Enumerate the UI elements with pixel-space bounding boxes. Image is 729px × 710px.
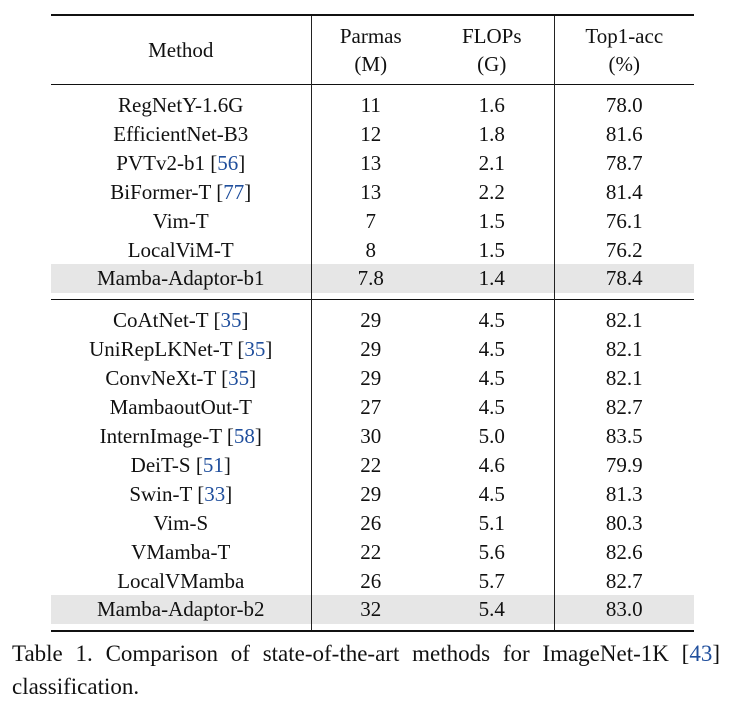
cell-params: 7.8 <box>311 264 430 293</box>
cell-acc: 81.6 <box>605 121 643 146</box>
table-row <box>51 567 694 596</box>
table-row <box>51 264 694 293</box>
citation-number: 35 <box>220 308 242 333</box>
cell-acc: 76.2 <box>605 237 643 262</box>
citation-number: 35 <box>244 337 266 362</box>
cell-acc: 76.1 <box>605 208 643 233</box>
method-name: BiFormer-T <box>110 179 211 204</box>
cell-acc: 82.1 <box>605 308 643 333</box>
method-name: CoAtNet-T <box>112 308 209 333</box>
cell-params: 30 <box>360 423 382 448</box>
cell-acc: 81.3 <box>605 481 643 506</box>
cell-params: 13 <box>360 179 382 204</box>
table-caption <box>12 637 720 703</box>
table-row <box>51 393 694 422</box>
table-body <box>51 85 694 632</box>
cell-method <box>51 480 311 509</box>
cell-flops: 2.1 <box>430 149 554 178</box>
table-row <box>51 422 694 451</box>
cell-acc: 82.6 <box>605 539 643 564</box>
header-flops <box>430 15 554 85</box>
method-name: Vim-S <box>153 510 209 535</box>
cell-acc: 82.1 <box>605 366 643 391</box>
method-name: RegNetY-1.6G <box>118 93 244 117</box>
table-row <box>51 480 694 509</box>
cell-acc: 79.9 <box>605 452 643 477</box>
cell-params: 29 <box>360 308 382 333</box>
header-params-unit: (M) <box>354 52 388 76</box>
method-name: MambaoutOut-T <box>109 395 252 420</box>
cell-acc: 83.0 <box>554 595 694 624</box>
header-params <box>311 15 430 85</box>
cell-method <box>51 509 311 538</box>
cell-method <box>51 236 311 265</box>
table-row <box>51 364 694 393</box>
cell-params: 29 <box>360 337 382 362</box>
cell-method <box>51 207 311 236</box>
cell-method <box>51 422 311 451</box>
method-name: LocalVMamba <box>117 568 245 593</box>
citation-link[interactable]: [35] <box>232 337 273 362</box>
cell-flops: 1.8 <box>430 120 554 149</box>
table-row <box>51 236 694 265</box>
cell-flops: 5.7 <box>430 567 554 596</box>
cell-method <box>51 120 311 149</box>
header-params-label: Parmas <box>339 24 402 48</box>
citation-number: 58 <box>233 423 255 448</box>
cell-flops: 5.6 <box>430 538 554 567</box>
cell-params: 32 <box>311 595 430 624</box>
cell-params: 22 <box>360 539 382 564</box>
cell-method <box>51 567 311 596</box>
table-row <box>51 538 694 567</box>
citation-number: 35 <box>228 366 250 391</box>
citation-number: 51 <box>202 452 224 477</box>
method-name: EfficientNet-B3 <box>113 121 249 146</box>
method-name: InternImage-T <box>99 423 222 448</box>
cell-acc: 78.4 <box>554 264 694 293</box>
method-name: DeiT-S <box>130 452 191 477</box>
cell-flops: 1.5 <box>430 207 554 236</box>
table-row <box>51 91 694 120</box>
method-name: Mamba-Adaptor-b2 <box>96 597 265 622</box>
cell-params: 29 <box>360 481 382 506</box>
citation-link[interactable]: [58] <box>221 423 262 448</box>
cell-method <box>51 178 311 207</box>
results-table-container <box>51 14 694 632</box>
cell-params: 26 <box>360 510 382 535</box>
caption-text: Comparison of state-of-the-art methods for ImageNet-1K <box>105 641 669 666</box>
cell-method <box>51 149 311 178</box>
citation-link[interactable]: [56] <box>204 150 246 175</box>
method-name: ConvNeXt-T <box>105 366 216 391</box>
header-acc <box>554 15 694 85</box>
method-name: VMamba-T <box>131 539 231 564</box>
cell-method <box>51 264 311 293</box>
group-tail-spacer <box>51 624 694 631</box>
cell-method <box>51 335 311 364</box>
header-method: Method <box>51 15 311 85</box>
method-name: UniRepLKNet-T <box>89 337 233 362</box>
cell-params: 27 <box>360 395 382 420</box>
citation-link[interactable]: [77] <box>210 179 252 204</box>
method-name: LocalViM-T <box>127 237 234 262</box>
table-row <box>51 335 694 364</box>
header-flops-unit: (G) <box>477 52 507 76</box>
citation-link[interactable]: [51] <box>190 452 231 477</box>
method-name: PVTv2-b1 <box>116 150 205 175</box>
table-row <box>51 451 694 480</box>
cell-flops: 4.5 <box>430 335 554 364</box>
cell-method <box>51 364 311 393</box>
cell-params: 22 <box>360 452 382 477</box>
header-acc-unit: (%) <box>608 52 640 76</box>
cell-flops: 4.5 <box>430 364 554 393</box>
cell-flops: 5.1 <box>430 509 554 538</box>
cell-params: 26 <box>360 568 382 593</box>
cell-params: 13 <box>360 150 382 175</box>
cell-method <box>51 451 311 480</box>
cell-params: 7 <box>365 208 376 233</box>
cell-flops: 1.4 <box>430 264 554 293</box>
cell-method <box>51 306 311 335</box>
table-row <box>51 178 694 207</box>
cell-acc: 81.4 <box>605 179 643 204</box>
cell-flops: 4.5 <box>430 480 554 509</box>
cell-method <box>51 595 311 624</box>
method-name: Swin-T <box>129 481 192 506</box>
header-acc-label: Top1-acc <box>585 24 664 48</box>
caption-text-end: classification. <box>12 674 140 699</box>
cell-method <box>51 91 311 120</box>
table-row <box>51 306 694 335</box>
cell-acc: 78.7 <box>605 150 643 175</box>
header-flops-label: FLOPs <box>461 24 522 48</box>
table-row <box>51 595 694 624</box>
table-header <box>51 15 694 85</box>
citation-link[interactable]: [33] <box>191 481 233 506</box>
cell-acc: 78.0 <box>605 93 643 117</box>
cell-flops: 2.2 <box>430 178 554 207</box>
cell-params: 12 <box>360 121 382 146</box>
cell-acc: 80.3 <box>605 510 643 535</box>
cell-flops: 5.0 <box>430 422 554 451</box>
citation-link[interactable]: [35] <box>215 366 257 391</box>
cell-acc: 82.1 <box>605 337 643 362</box>
caption-ref-number: 43 <box>689 641 713 666</box>
method-name: Vim-T <box>152 208 209 233</box>
cell-method <box>51 538 311 567</box>
citation-number: 33 <box>204 481 226 506</box>
cell-params: 8 <box>365 237 376 262</box>
citation-link[interactable]: [35] <box>208 308 249 333</box>
table-row <box>51 207 694 236</box>
cell-acc: 82.7 <box>605 395 643 420</box>
cell-flops: 4.6 <box>430 451 554 480</box>
citation-number: 56 <box>217 150 239 175</box>
cell-params: 11 <box>360 93 381 117</box>
table-row <box>51 120 694 149</box>
cell-params: 29 <box>360 366 382 391</box>
cell-acc: 83.5 <box>605 423 643 448</box>
cell-flops: 1.6 <box>430 91 554 120</box>
caption-prefix: Table 1. <box>12 641 93 666</box>
citation-number: 77 <box>223 179 245 204</box>
cell-flops: 5.4 <box>430 595 554 624</box>
cell-acc: 82.7 <box>605 568 643 593</box>
cell-flops: 4.5 <box>430 306 554 335</box>
cell-flops: 1.5 <box>430 236 554 265</box>
table-row <box>51 509 694 538</box>
table-row <box>51 149 694 178</box>
method-name: Mamba-Adaptor-b1 <box>96 266 265 291</box>
cell-flops: 4.5 <box>430 393 554 422</box>
results-table <box>51 14 694 632</box>
caption-ref-link[interactable]: [43] <box>681 641 720 666</box>
cell-method <box>51 393 311 422</box>
